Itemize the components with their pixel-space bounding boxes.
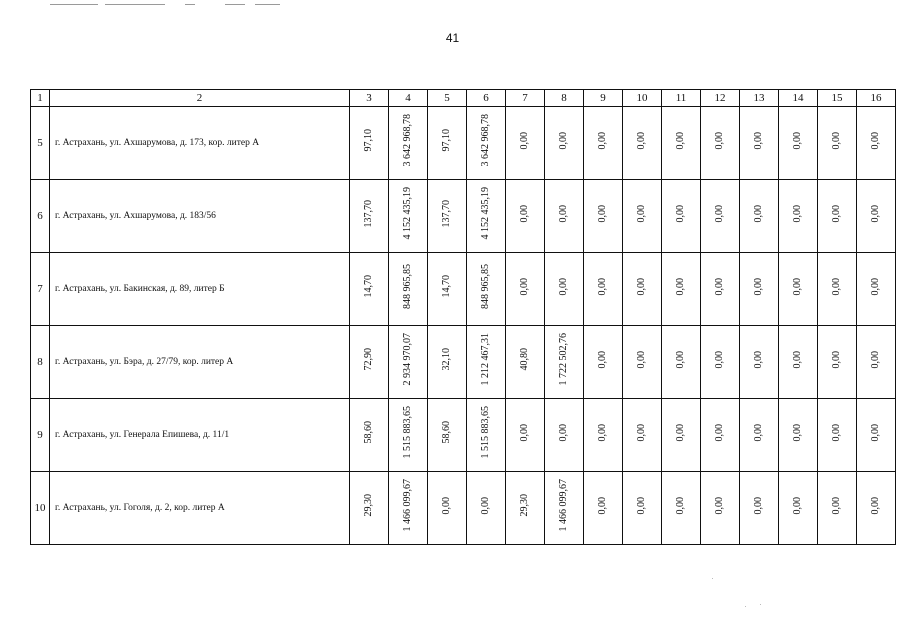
value-text: 0,00 [792, 350, 803, 369]
value-cell [818, 472, 857, 545]
value-cell [779, 472, 818, 545]
value-cell [506, 472, 545, 545]
value-text: 0,00 [753, 277, 764, 296]
value-text: 0,00 [519, 131, 530, 150]
column-header: 10 [623, 90, 662, 107]
value-text: 1 515 883,65 [402, 406, 413, 459]
register-table [30, 89, 896, 545]
value-text: 0,00 [675, 350, 686, 369]
value-text: 0,00 [675, 277, 686, 296]
value-cell [389, 472, 428, 545]
value-cell [584, 399, 623, 472]
value-text: 4 152 435,19 [402, 187, 413, 240]
value-cell [623, 253, 662, 326]
value-text: 0,00 [831, 277, 842, 296]
value-cell [545, 107, 584, 180]
value-text: 0,00 [597, 350, 608, 369]
column-header: 15 [818, 90, 857, 107]
value-cell [389, 253, 428, 326]
value-text: 3 642 968,78 [480, 114, 491, 167]
value-cell [779, 399, 818, 472]
value-text: 0,00 [597, 277, 608, 296]
value-text: 0,00 [753, 131, 764, 150]
column-header: 4 [389, 90, 428, 107]
value-cell [662, 180, 701, 253]
value-cell [818, 399, 857, 472]
value-cell [350, 180, 389, 253]
value-cell [779, 180, 818, 253]
value-cell [662, 399, 701, 472]
value-cell [857, 107, 896, 180]
column-header: 6 [467, 90, 506, 107]
value-text: 0,00 [870, 496, 881, 515]
value-cell [662, 326, 701, 399]
value-text: 14,70 [441, 275, 452, 298]
row-number: 7 [31, 253, 50, 326]
value-cell [623, 107, 662, 180]
table-row [31, 180, 896, 253]
value-text: 137,70 [441, 199, 452, 228]
value-cell [428, 399, 467, 472]
value-cell [623, 180, 662, 253]
value-cell [584, 326, 623, 399]
address-cell: г. Астрахань, ул. Ахшарумова, д. 183/56 [50, 180, 350, 253]
value-cell [584, 180, 623, 253]
value-text: 0,00 [753, 496, 764, 515]
value-cell [662, 107, 701, 180]
value-cell [506, 326, 545, 399]
value-cell [701, 472, 740, 545]
value-cell [545, 180, 584, 253]
value-cell [584, 472, 623, 545]
value-text: 0,00 [636, 277, 647, 296]
value-cell [350, 107, 389, 180]
value-text: 58,60 [441, 421, 452, 444]
row-number: 6 [31, 180, 50, 253]
value-text: 0,00 [519, 423, 530, 442]
value-text: 0,00 [870, 277, 881, 296]
value-cell [701, 107, 740, 180]
value-text: 0,00 [675, 496, 686, 515]
value-cell [428, 180, 467, 253]
value-text: 137,70 [363, 199, 374, 228]
column-header: 11 [662, 90, 701, 107]
value-text: 0,00 [597, 204, 608, 223]
value-text: 0,00 [792, 496, 803, 515]
value-cell [389, 399, 428, 472]
value-text: 0,00 [753, 423, 764, 442]
value-text: 0,00 [870, 131, 881, 150]
value-cell [662, 472, 701, 545]
value-text: 0,00 [519, 204, 530, 223]
value-text: 0,00 [870, 423, 881, 442]
value-cell [389, 107, 428, 180]
table-row [31, 253, 896, 326]
value-cell [506, 253, 545, 326]
value-text: 0,00 [597, 496, 608, 515]
value-text: 0,00 [636, 204, 647, 223]
value-text: 0,00 [831, 496, 842, 515]
value-text: 848 965,85 [480, 264, 491, 309]
value-text: 58,60 [363, 421, 374, 444]
value-text: 0,00 [597, 131, 608, 150]
value-cell [389, 180, 428, 253]
value-cell [428, 253, 467, 326]
value-cell [350, 326, 389, 399]
table-body [31, 107, 896, 545]
value-cell [584, 253, 623, 326]
value-cell [818, 253, 857, 326]
address-cell: г. Астрахань, ул. Ахшарумова, д. 173, кор. литер А [50, 107, 350, 180]
row-number: 9 [31, 399, 50, 472]
page-number: 41 [445, 31, 460, 45]
value-text: 97,10 [363, 129, 374, 152]
value-cell [506, 399, 545, 472]
value-cell [545, 399, 584, 472]
value-cell [350, 472, 389, 545]
value-cell [428, 326, 467, 399]
value-text: 0,00 [831, 204, 842, 223]
value-text: 0,00 [831, 350, 842, 369]
value-cell [740, 180, 779, 253]
value-text: 0,00 [792, 423, 803, 442]
value-text: 2 934 970,07 [402, 333, 413, 386]
value-cell [779, 326, 818, 399]
value-text: 0,00 [714, 423, 725, 442]
value-text: 0,00 [831, 131, 842, 150]
value-text: 0,00 [675, 204, 686, 223]
value-text: 0,00 [636, 131, 647, 150]
value-text: 0,00 [519, 277, 530, 296]
table-row [31, 472, 896, 545]
value-text: 0,00 [675, 423, 686, 442]
column-header: 3 [350, 90, 389, 107]
value-cell [740, 253, 779, 326]
value-cell [545, 253, 584, 326]
value-text: 0,00 [753, 204, 764, 223]
value-cell [662, 253, 701, 326]
value-cell [857, 472, 896, 545]
value-cell [779, 253, 818, 326]
address-cell: г. Астрахань, ул. Бэра, д. 27/79, кор. литер А [50, 326, 350, 399]
value-text: 0,00 [792, 204, 803, 223]
value-text: 0,00 [870, 204, 881, 223]
value-cell [701, 253, 740, 326]
value-text: 0,00 [480, 496, 491, 515]
column-header: 8 [545, 90, 584, 107]
value-cell [818, 326, 857, 399]
value-cell [545, 472, 584, 545]
value-text: 1 212 467,31 [480, 333, 491, 386]
value-text: 0,00 [558, 131, 569, 150]
value-cell [818, 180, 857, 253]
header-row [31, 90, 896, 107]
column-header: 5 [428, 90, 467, 107]
value-text: 0,00 [714, 277, 725, 296]
value-text: 0,00 [558, 277, 569, 296]
value-text: 0,00 [558, 204, 569, 223]
value-cell [467, 180, 506, 253]
value-text: 97,10 [441, 129, 452, 152]
column-header: 9 [584, 90, 623, 107]
value-cell [545, 326, 584, 399]
value-text: 0,00 [558, 423, 569, 442]
column-header: 13 [740, 90, 779, 107]
value-text: 0,00 [792, 277, 803, 296]
value-cell [350, 399, 389, 472]
column-header: 1 [31, 90, 50, 107]
value-text: 0,00 [831, 423, 842, 442]
value-text: 0,00 [636, 423, 647, 442]
value-text: 40,80 [519, 348, 530, 371]
column-header: 16 [857, 90, 896, 107]
value-text: 0,00 [636, 496, 647, 515]
value-cell [701, 399, 740, 472]
value-text: 72,90 [363, 348, 374, 371]
column-header: 12 [701, 90, 740, 107]
value-cell [740, 399, 779, 472]
value-cell [623, 326, 662, 399]
column-header: 7 [506, 90, 545, 107]
value-cell [428, 107, 467, 180]
value-cell [740, 326, 779, 399]
value-cell [467, 253, 506, 326]
value-cell [701, 180, 740, 253]
value-text: 0,00 [597, 423, 608, 442]
value-text: 1 466 099,67 [558, 479, 569, 532]
value-cell [857, 326, 896, 399]
address-cell: г. Астрахань, ул. Гоголя, д. 2, кор. литер А [50, 472, 350, 545]
value-text: 14,70 [363, 275, 374, 298]
value-text: 0,00 [441, 496, 452, 515]
value-text: 0,00 [714, 350, 725, 369]
row-number: 5 [31, 107, 50, 180]
value-text: 0,00 [753, 350, 764, 369]
value-cell [740, 107, 779, 180]
value-text: 1 722 502,76 [558, 333, 569, 386]
value-cell [467, 472, 506, 545]
value-cell [818, 107, 857, 180]
value-cell [701, 326, 740, 399]
value-cell [623, 472, 662, 545]
value-text: 29,30 [363, 494, 374, 517]
table-header [31, 90, 896, 107]
table-row [31, 326, 896, 399]
row-number: 10 [31, 472, 50, 545]
value-text: 0,00 [714, 496, 725, 515]
value-text: 0,00 [870, 350, 881, 369]
value-text: 0,00 [714, 204, 725, 223]
value-cell [389, 326, 428, 399]
column-header: 14 [779, 90, 818, 107]
value-text: 29,30 [519, 494, 530, 517]
value-text: 32,10 [441, 348, 452, 371]
value-text: 3 642 968,78 [402, 114, 413, 167]
value-cell [350, 253, 389, 326]
value-cell [857, 180, 896, 253]
address-cell: г. Астрахань, ул. Бакинская, д. 89, литер Б [50, 253, 350, 326]
value-cell [857, 253, 896, 326]
scan-marks [50, 2, 290, 8]
value-cell [467, 326, 506, 399]
value-cell [857, 399, 896, 472]
row-number: 8 [31, 326, 50, 399]
value-cell [740, 472, 779, 545]
value-cell [428, 472, 467, 545]
value-text: 0,00 [714, 131, 725, 150]
value-text: 1 466 099,67 [402, 479, 413, 532]
value-text: 0,00 [792, 131, 803, 150]
address-cell: г. Астрахань, ул. Генерала Епишева, д. 11/1 [50, 399, 350, 472]
value-cell [467, 399, 506, 472]
value-text: 0,00 [675, 131, 686, 150]
value-cell [779, 107, 818, 180]
value-cell [584, 107, 623, 180]
value-cell [506, 180, 545, 253]
value-text: 848 965,85 [402, 264, 413, 309]
table-row [31, 107, 896, 180]
value-text: 4 152 435,19 [480, 187, 491, 240]
table-row [31, 399, 896, 472]
value-text: 0,00 [636, 350, 647, 369]
value-cell [623, 399, 662, 472]
value-cell [506, 107, 545, 180]
column-header: 2 [50, 90, 350, 107]
value-cell [467, 107, 506, 180]
value-text: 1 515 883,65 [480, 406, 491, 459]
